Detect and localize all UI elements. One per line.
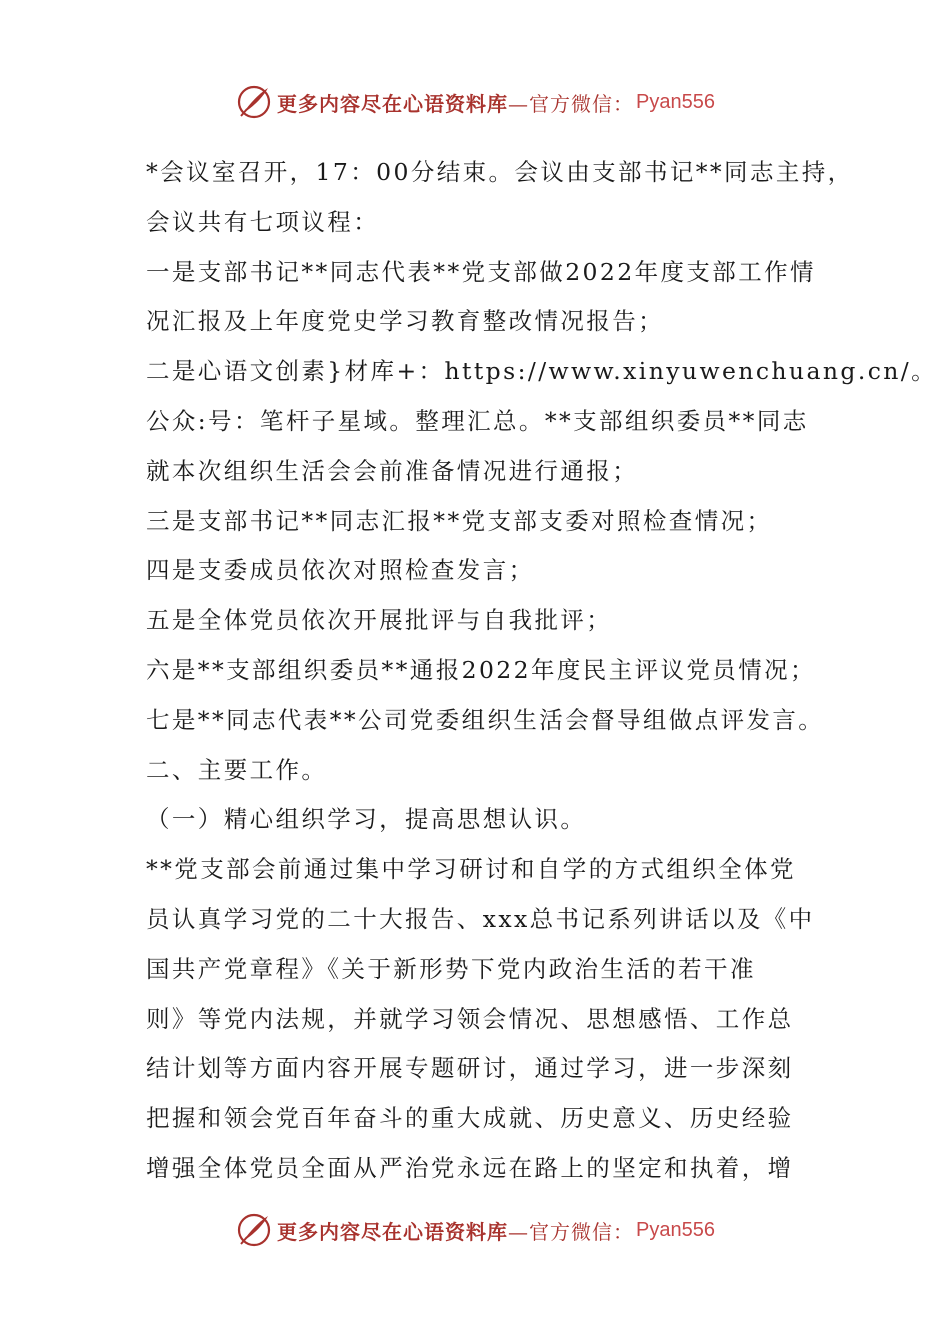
subsection-heading: （一）精心组织学习，提高思想认识。 — [146, 805, 587, 834]
text-line: 则》等党内法规，并就学习领会情况、思想感悟、工作总 — [146, 1004, 794, 1033]
quill-logo-icon — [235, 83, 273, 121]
text-line: 把握和领会党百年奋斗的重大成就、历史意义、历史经验 — [146, 1104, 794, 1133]
header-watermark-banner — [0, 82, 950, 122]
text-line: 六是**支部组织委员**通报2022年度民主评议党员情况； — [146, 655, 816, 684]
banner-wechat-id: Pyan556 — [636, 1218, 715, 1241]
text-line: 国共产党章程》《关于新形势下党内政治生活的若干准 — [146, 954, 756, 983]
banner-main-text: 更多内容尽在心语资料库 — [277, 91, 509, 116]
text-line: 四是支委成员依次对照检查发言； — [146, 556, 535, 585]
text-line: **党支部会前通过集中学习研讨和自学的方式组织全体党 — [146, 855, 796, 884]
text-line: 结计划等方面内容开展专题研讨，通过学习，进一步深刻 — [146, 1054, 794, 1083]
quill-logo-icon — [235, 1211, 273, 1249]
footer-watermark-banner — [0, 1210, 950, 1250]
text-line: 一是支部书记**同志代表**党支部做2022年度支部工作情 — [146, 257, 816, 286]
banner-main-text: 更多内容尽在心语资料库 — [277, 1219, 509, 1244]
section-heading: 二、主要工作。 — [146, 755, 328, 784]
text-line: *会议室召开，17：00分结束。会议由支部书记**同志主持， — [146, 158, 854, 186]
banner-sub-text: —官方微信： — [508, 1219, 635, 1244]
document-body — [146, 148, 938, 1194]
text-line: 就本次组织生活会会前准备情况进行通报； — [146, 456, 639, 485]
text-line: 会议共有七项议程： — [146, 207, 380, 236]
text-line: 员认真学习党的二十大报告、xxx总书记系列讲话以及《中 — [146, 904, 815, 933]
banner-sub-text: —官方微信： — [508, 91, 635, 116]
text-line: 三是支部书记**同志汇报**党支部支委对照检查情况； — [146, 506, 773, 535]
text-line: 二是心语文创素}材库+：https://www.xinyuwenchuang.cn/。 — [146, 357, 938, 386]
text-line: 况汇报及上年度党史学习教育整改情况报告； — [146, 307, 664, 336]
text-line: 增强全体党员全面从严治党永远在路上的坚定和执着，增 — [146, 1153, 794, 1182]
text-line: 五是全体党员依次开展批评与自我批评； — [146, 606, 613, 635]
text-line: 公众:号：笔杆子星域。整理汇总。**支部组织委员**同志 — [146, 406, 809, 435]
banner-wechat-id: Pyan556 — [636, 90, 715, 113]
text-line: 七是**同志代表**公司党委组织生活会督导组做点评发言。 — [146, 705, 825, 734]
